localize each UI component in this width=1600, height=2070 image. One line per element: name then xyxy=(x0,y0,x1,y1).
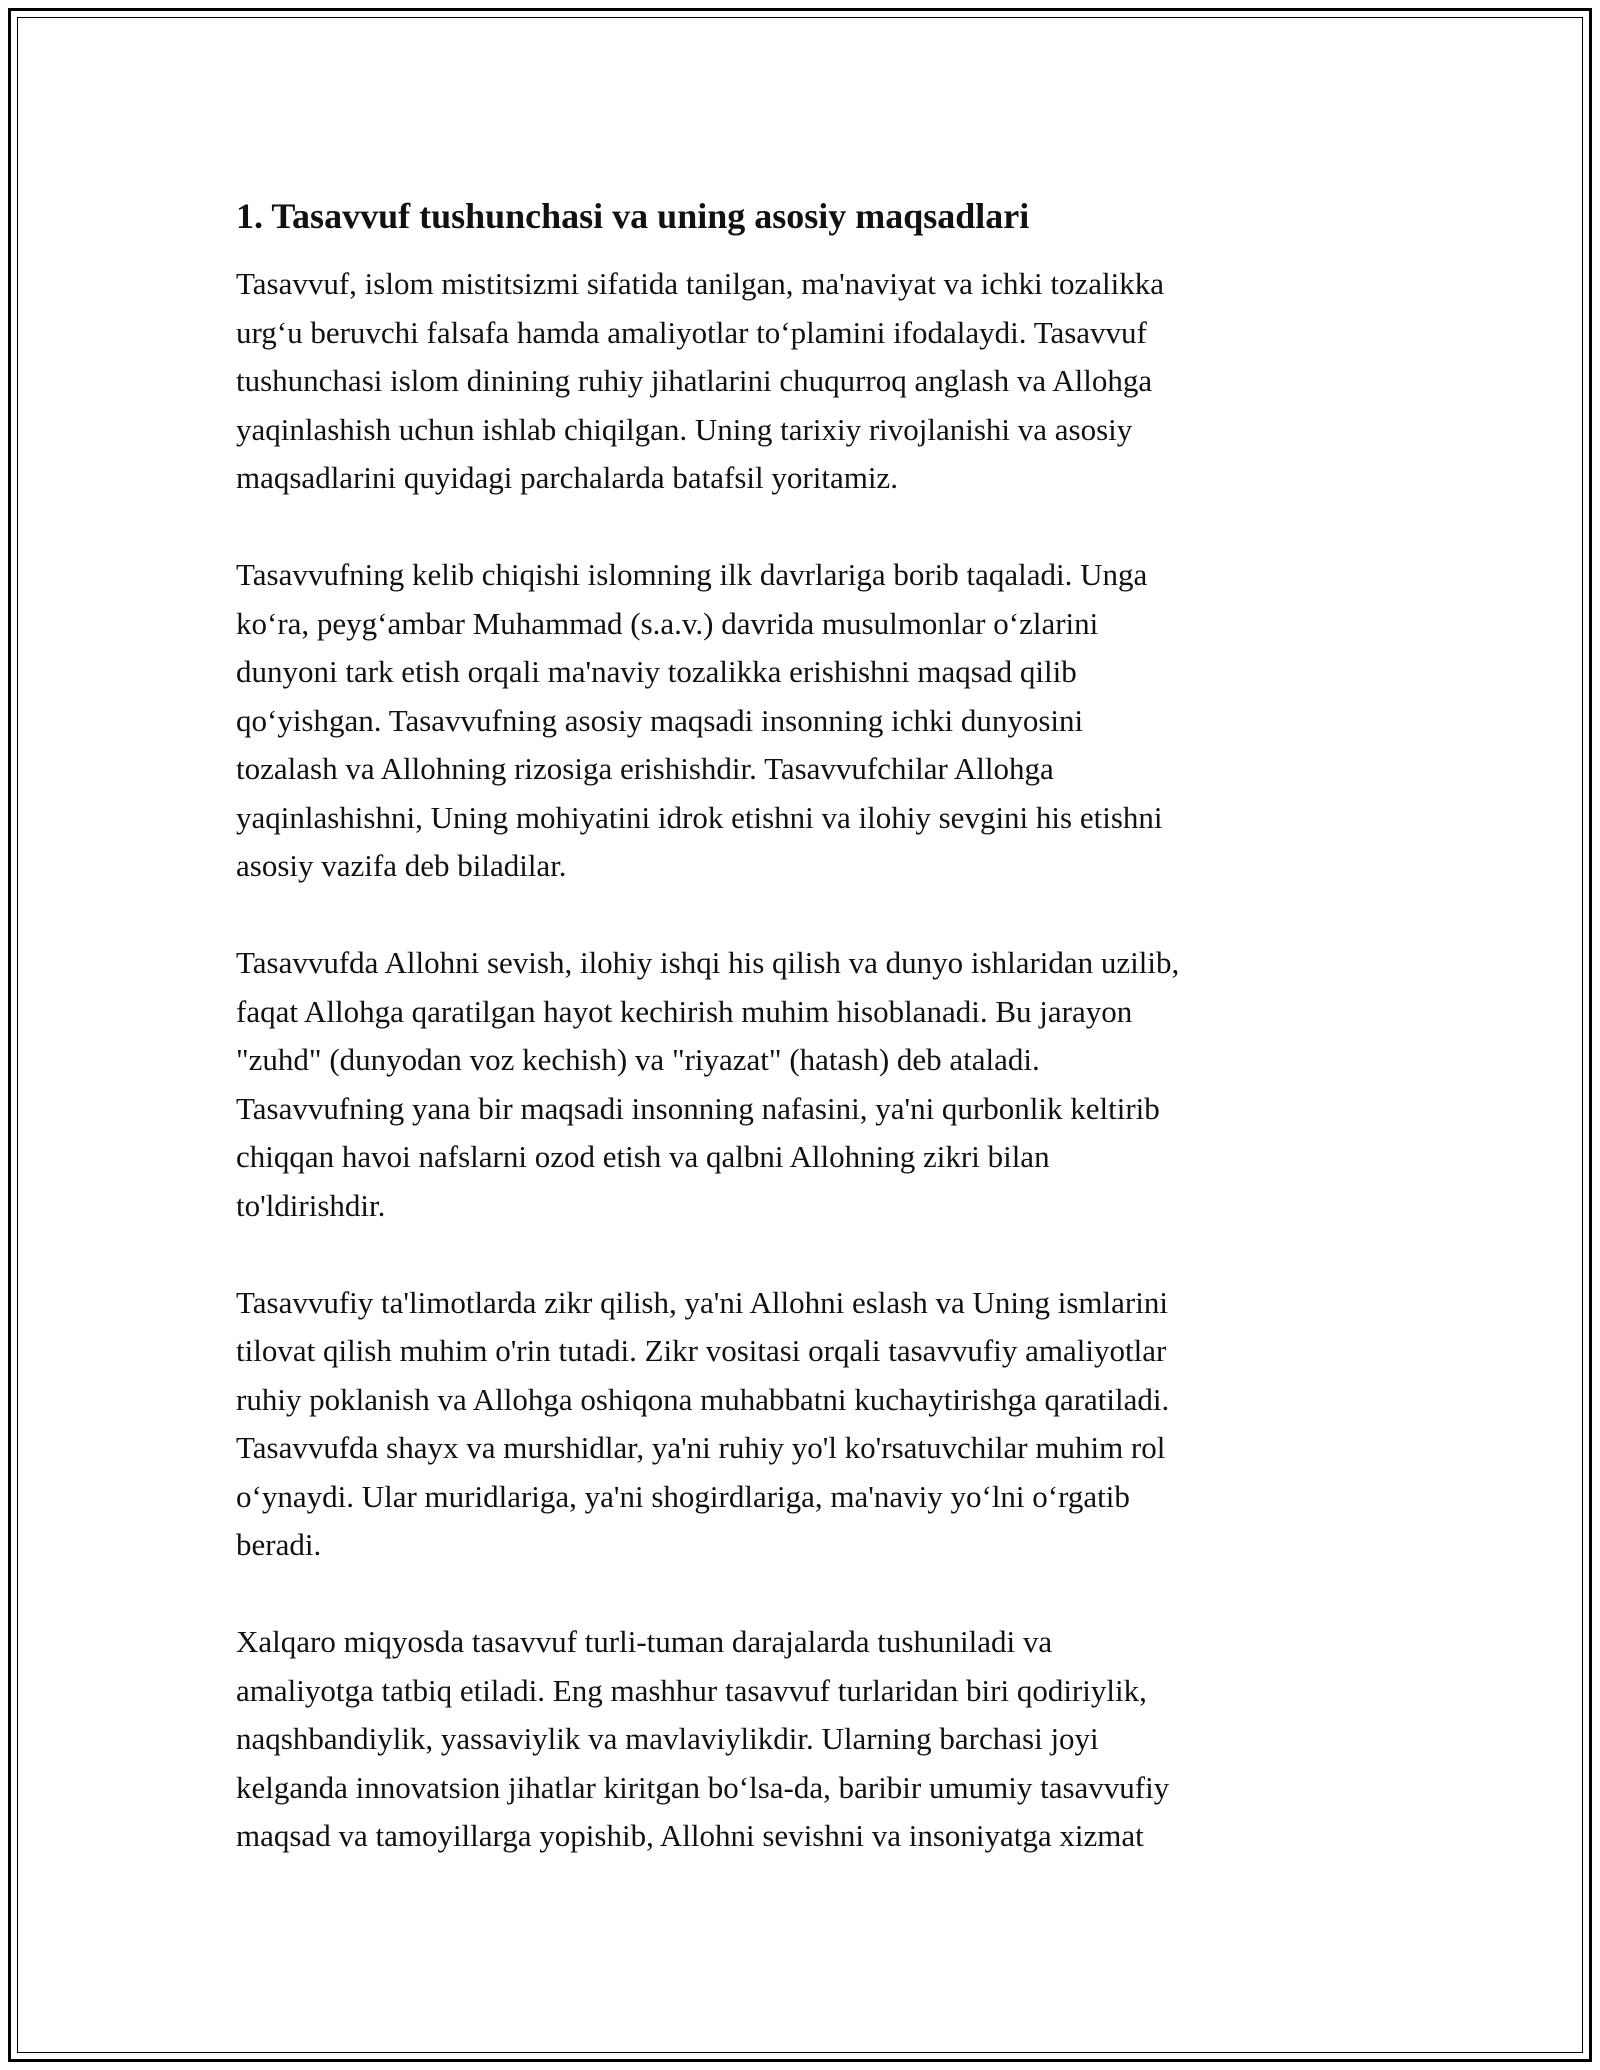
paragraph-2: Tasavvufning kelib chiqishi islomning ilk davrlariga borib taqaladi. Unga ko‘ra, peyg‘ambar Muhammad (s.a.v.) davrida musulmonlar o‘zlarini dunyoni tark etish orqali ma'naviy tozalikka erishishni maqsad qilib qo‘yishgan. Tasavvufning asosiy maqsadi insonning ichki dunyosini tozalash va Allohning rizosiga erishishdir. Tasavvufchilar Allohga yaqinlashishni, Uning mohiyatini idrok etishni va ilohiy sevgini his etishni asosiy vazifa deb biladilar. xyxy=(236,557,1163,883)
paragraph-3: Tasavvufda Allohni sevish, ilohiy ishqi his qilish va dunyo ishlaridan uzilib, faqat Allohga qaratilgan hayot kechirish muhim hisoblanadi. Bu jarayon "zuhd" (dunyodan voz kechish) va "riyazat" (hatash) deb ataladi. Tasavvufning yana bir maqsadi insonning nafasini, ya'ni qurbonlik keltirib chiqqan havoi nafslarni ozod etish va qalbni Allohning zikri bilan to'ldirishdir. xyxy=(236,945,1180,1223)
section-title: 1. Tasavvuf tushunchasi va uning asosiy maqsadlari xyxy=(236,196,1030,236)
paragraph-4: Tasavvufiy ta'limotlarda zikr qilish, ya'ni Allohni eslash va Uning ismlarini tilovat qilish muhim o'rin tutadi. Zikr vositasi orqali tasavvufiy amaliyotlar ruhiy poklanish va Allohga oshiqona muhabbatni kuchaytirishga qaratiladi. Tasavvufda shayx va murshidlar, ya'ni ruhiy yo'l ko'rsatuvchilar muhim rol o‘ynaydi. Ular muridlariga, ya'ni shogirdlariga, ma'naviy yo‘lni o‘rgatib beradi. xyxy=(236,1284,1170,1562)
paragraph-1: Tasavvuf, islom mistitsizmi sifatida tanilgan, ma'naviyat va ichki tozalikka urg‘u beruvchi falsafa hamda amaliyotlar to‘plamini ifodalaydi. Tasavvuf tushunchasi islom dinining ruhiy jihatlarini chuqurroq anglash va Allohga yaqinlashish uchun ishlab chiqilgan. Uning tarixiy rivojlanishi va asosiy maqsadlarini quyidagi parchalarda batafsil yoritamiz. xyxy=(236,266,1165,495)
document-body xyxy=(236,192,1366,1909)
paragraph-5: Xalqaro miqyosda tasavvuf turli-tuman darajalarda tushuniladi va amaliyotga tatbiq etiladi. Eng mashhur tasavvuf turlaridan biri qodiriylik, naqshbandiylik, yassaviylik va mavlaviylikdir. Ularning barchasi joyi kelganda innovatsion jihatlar kiritgan bo‘lsa-da, baribir umumiy tasavvufiy maqsad va tamoyillarga yopishib, Allohni sevishni va insoniyatga xizmat xyxy=(236,1624,1170,1853)
